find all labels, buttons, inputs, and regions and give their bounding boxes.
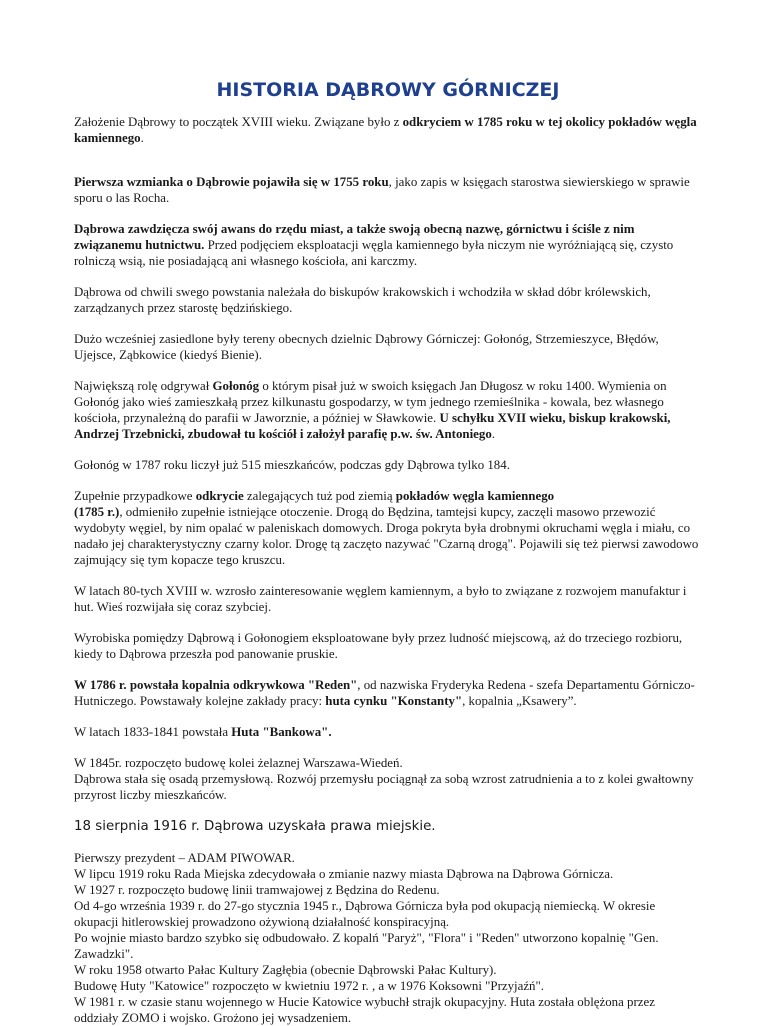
bold-text: odkryciem w 1785 roku w tej okolicy pokładów węgla kamiennego bbox=[74, 115, 697, 145]
bold-text: Huta "Bankowa". bbox=[231, 725, 332, 739]
page-title: HISTORIA DĄBROWY GÓRNICZEJ bbox=[216, 79, 560, 101]
paragraph-reden bbox=[74, 677, 702, 709]
chronology-line: Od 4-go września 1939 r. do 27-go stycznia 1945 r., Dąbrowa Górnicza była pod okupacją niemiecką. W okresie okupacji hitlerowskiej prowadzono ożywioną działalność konspiracyjną. bbox=[74, 899, 656, 929]
text: Przed podjęciem eksploatacji węgla kamiennego była niczym nie wyróżniającą się, czysto rolniczą wsią, nie posiadającą ani własnego kościoła, ani karczmy. bbox=[74, 238, 674, 268]
document-page bbox=[74, 78, 702, 1026]
paragraph-interest: W latach 80-tych XVIII w. wzrosło zainteresowanie węglem kamiennym, a było to związane z rozwojem manufaktur i hut. Wieś rozwijała się coraz szybciej. bbox=[74, 584, 687, 614]
paragraph-railway bbox=[74, 755, 702, 803]
text: W 1845r. rozpoczęto budowę kolei żelaznej Warszawa-Wiedeń. bbox=[74, 756, 403, 770]
text: . bbox=[140, 131, 144, 145]
paragraph-town-rights bbox=[74, 221, 702, 269]
bold-text: pokładów węgla kamiennego bbox=[395, 489, 555, 503]
text: zalegających tuż pod ziemią bbox=[243, 489, 396, 503]
bold-text: odkrycie bbox=[195, 489, 244, 503]
chronology-line: Po wojnie miasto bardzo szybko się odbudowało. Z kopalń "Paryż", "Flora" i "Reden" utworzono kopalnię "Gen. Zawadzki". bbox=[74, 931, 659, 961]
text: Największą rolę odgrywał bbox=[74, 379, 213, 393]
chronology-line: W roku 1958 otwarto Pałac Kultury Zagłębia (obecnie Dąbrowski Pałac Kultury). bbox=[74, 963, 497, 977]
bold-text: Gołonóg bbox=[212, 379, 260, 393]
text: o którym pisał już w swoich księgach Jan Długosz w roku 1400. Wymienia on Gołonóg jako wieś zamieszkałą przez kilkunastu gospodarzy, w tym jednego rzemieślnika - kowala, bez własnego kościoła, przynależną do parafii w Jaworznie, a później w Sławkowie. bbox=[74, 379, 667, 425]
text: Zupełnie przypadkowe bbox=[74, 489, 196, 503]
paragraph-city-rights: 18 sierpnia 1916 r. Dąbrowa uzyskała prawa miejskie. bbox=[74, 819, 436, 834]
bold-text: huta cynku "Konstanty" bbox=[325, 694, 463, 708]
paragraph-coal-discovery bbox=[74, 488, 702, 568]
bold-text: Dąbrowa zawdzięcza swój awans do rzędu miast, a także swoją obecną nazwę, górnictwu i ściśle z nim związanemu hutnictwu. bbox=[74, 222, 635, 252]
paragraph-huta-bankowa bbox=[74, 724, 702, 740]
paragraph-districts: Dużo wcześniej zasiedlone były tereny obecnych dzielnic Dąbrowy Górniczej: Gołonóg, Strzemieszyce, Błędów, Ujejsce, Ząbkowice (kiedyś Bienie). bbox=[74, 332, 659, 362]
text: W latach 1833-1841 powstała bbox=[74, 725, 232, 739]
text: Dąbrowa stała się osadą przemysłową. Rozwój przemysłu pociągnął za sobą wzrost zatrudnienia a to z kolei gwałtowny przyrost liczby mieszkańców. bbox=[74, 772, 694, 802]
paragraph-excavations: Wyrobiska pomiędzy Dąbrową i Gołonogiem eksploatowane były przez ludność miejscową, aż do trzeciego rozbioru, kiedy to Dąbrowa przeszła pod panowanie pruskie. bbox=[74, 631, 683, 661]
chronology-line: W lipcu 1919 roku Rada Miejska zdecydowała o zmianie nazwy miasta Dąbrowa na Dąbrowa Górnicza. bbox=[74, 867, 614, 881]
chronology-line: W 1981 r. w czasie stanu wojennego w Hucie Katowice wybuchł strajk okupacyjny. Huta została oblężona przez oddziały ZOMO i wojsko. Grożono jej wysadzeniem. bbox=[74, 995, 655, 1025]
bold-text: Pierwsza wzmianka o Dąbrowie pojawiła się w 1755 roku bbox=[74, 175, 389, 189]
text: , odmieniło zupełnie istniejące otoczenie. Drogą do Będzina, tamtejsi kupcy, zaczęli masowo przewozić wydobyty węgiel, by nim opalać w paleniskach domowych. Droga pokryta była drobnymi okruchami węgla i miału, co nadało jej charakterystyczny czarny kolor. Drogę tą zaczęto nazywać "Czarną drogą". Pojawili się też pierwsi zawodowo zajmujący się tym kopacze tego kruszcu. bbox=[74, 505, 699, 567]
text: , od nazwiska Fryderyka Redena - szefa Departamentu Górniczo-Hutniczego. Powstawały kolejne zakłady pracy: bbox=[74, 678, 695, 708]
chronology-line: Budowę Huty "Katowice" rozpoczęto w kwietniu 1972 r. , a w 1976 Koksowni "Przyjaźń". bbox=[74, 979, 544, 993]
paragraph-golonog bbox=[74, 378, 702, 442]
bold-text: U schyłku XVII wieku, biskup krakowski, Andrzej Trzebnicki, zbudował tu kościół i założył parafię p.w. św. Antoniego bbox=[74, 411, 671, 441]
text: , jako zapis w księgach starostwa siewierskiego w sprawie sporu o las Rocha. bbox=[74, 175, 690, 205]
text: , kopalnia „Ksawery”. bbox=[462, 694, 577, 708]
paragraph-bishops: Dąbrowa od chwili swego powstania należała do biskupów krakowskich i wchodziła w skład dóbr królewskich, zarządzanych przez starostę będzińskiego. bbox=[74, 285, 651, 315]
chronology-line: W 1927 r. rozpoczęto budowę linii tramwajowej z Będzina do Redenu. bbox=[74, 883, 440, 897]
paragraph-first-mention bbox=[74, 174, 702, 206]
bold-text: (1785 r.) bbox=[74, 505, 120, 519]
bold-text: W 1786 r. powstała kopalnia odkrywkowa "Reden" bbox=[74, 678, 358, 692]
chronology-list bbox=[74, 850, 702, 1026]
paragraph-population: Gołonóg w 1787 roku liczył już 515 mieszkańców, podczas gdy Dąbrowa tylko 184. bbox=[74, 458, 510, 472]
text: . bbox=[491, 427, 496, 441]
chronology-line: Pierwszy prezydent – ADAM PIWOWAR. bbox=[74, 851, 295, 865]
paragraph-founding bbox=[74, 114, 702, 146]
text: Założenie Dąbrowy to początek XVIII wieku. Związane było z bbox=[74, 115, 403, 129]
